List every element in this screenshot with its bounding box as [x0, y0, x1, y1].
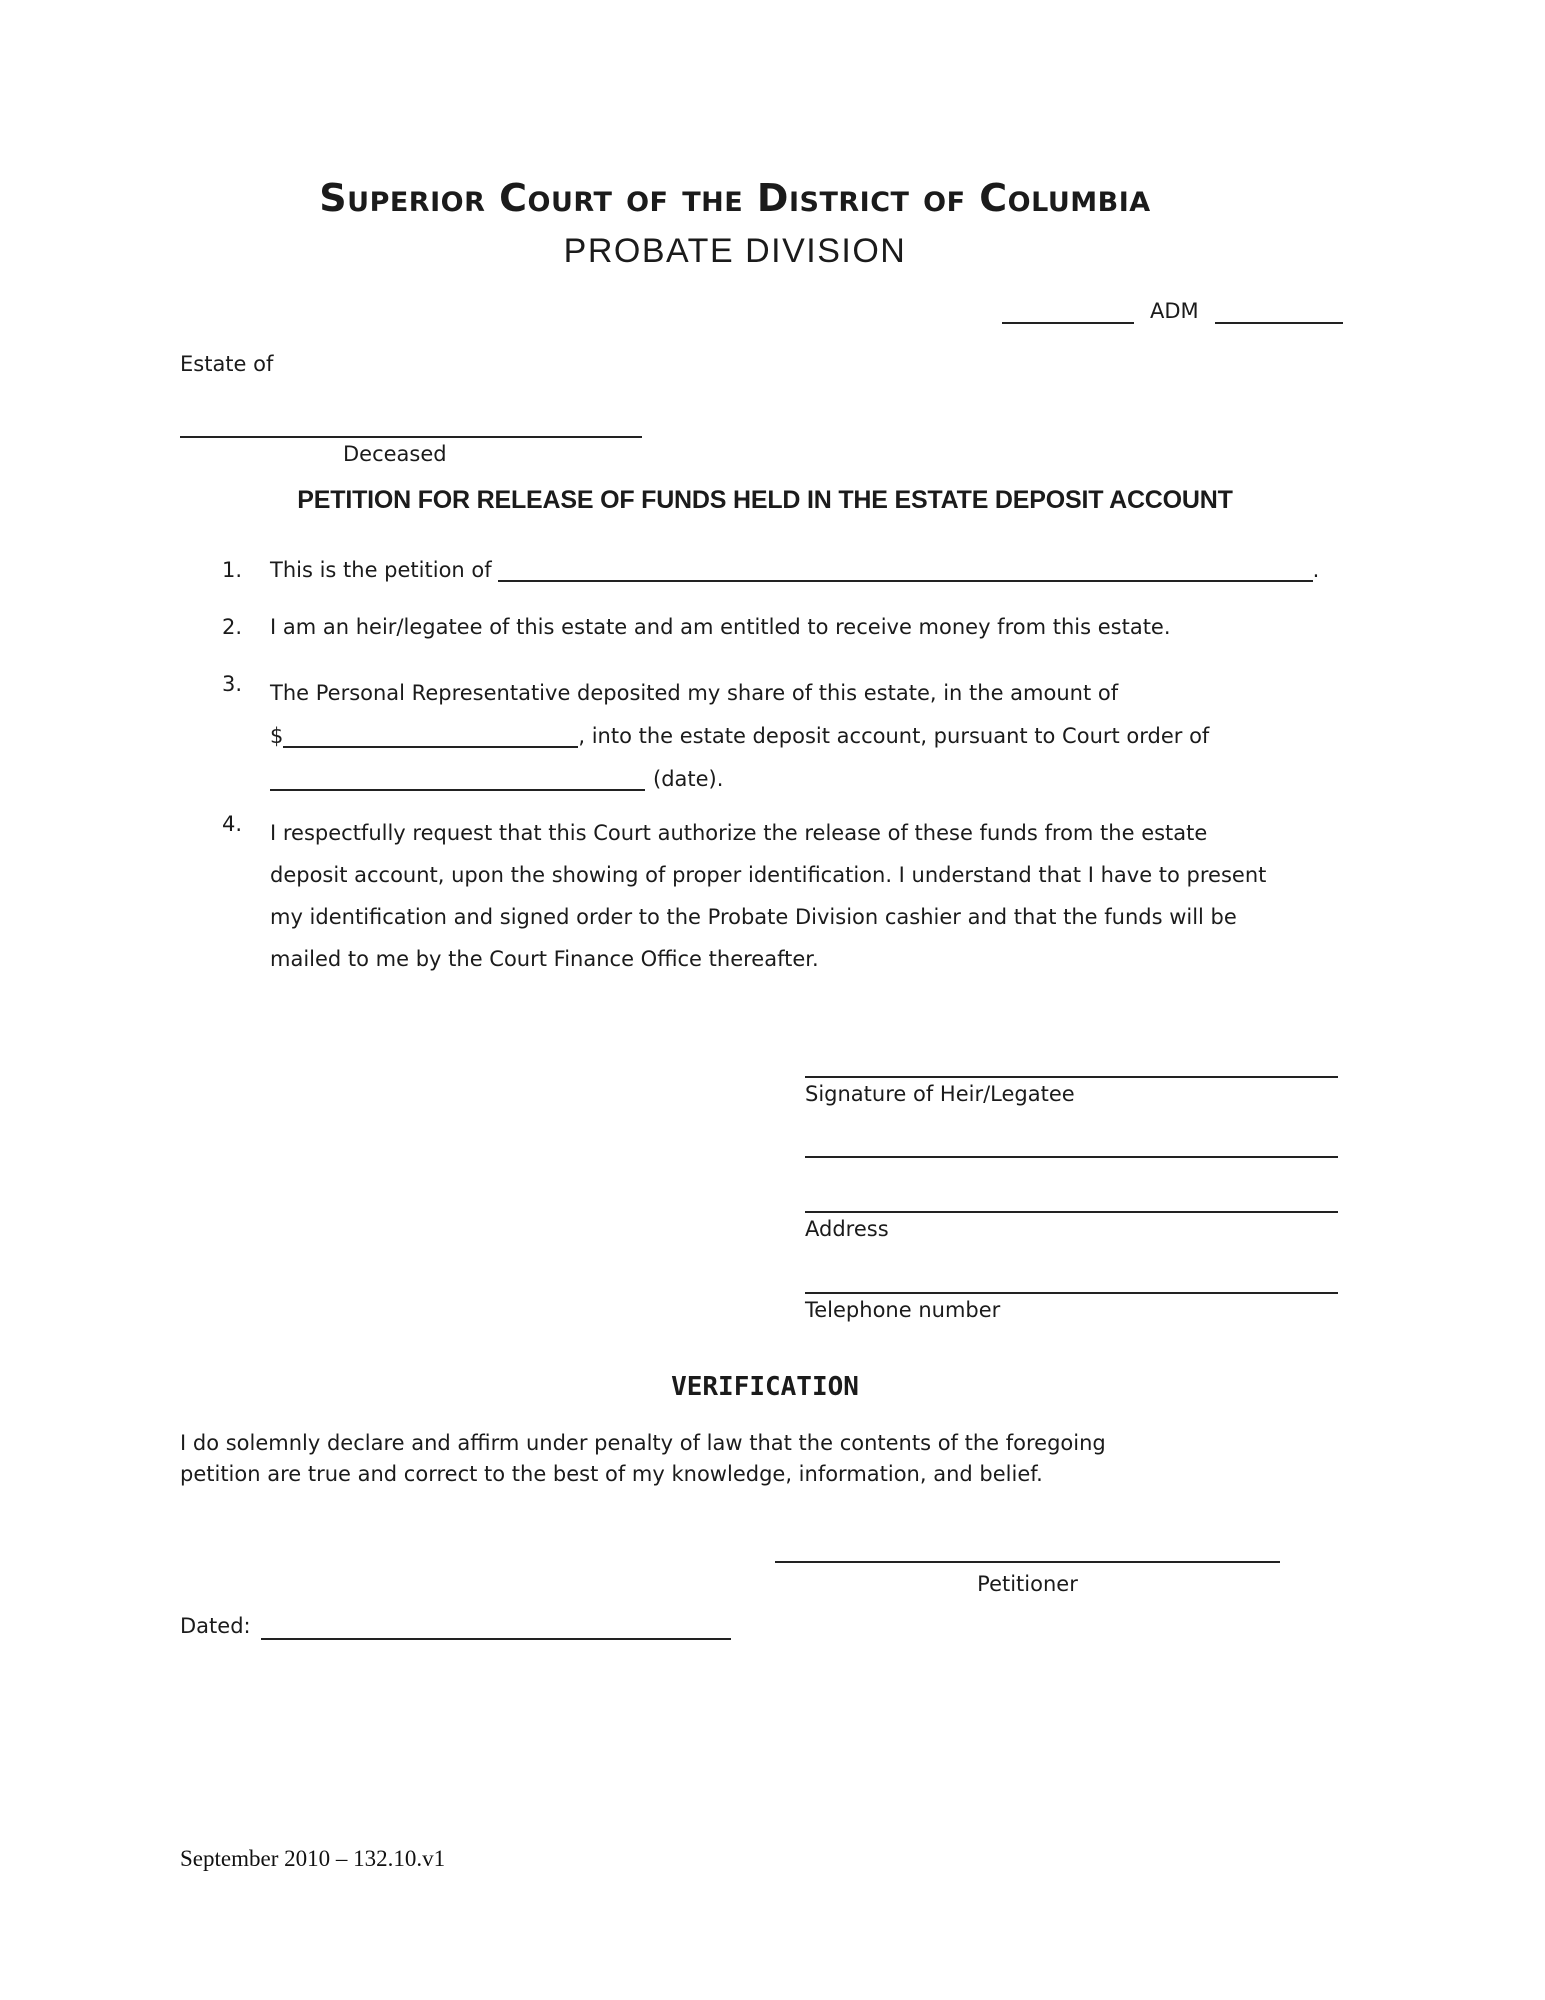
item-text: I am an heir/legatee of this estate and am entitled to receive money from this estate. [270, 615, 1171, 639]
item-1-text: This is the petition of [270, 558, 492, 582]
petitioner-signature-line [775, 1561, 1280, 1563]
item-number: 2. [222, 615, 243, 639]
verification-line-1: I do solemnly declare and affirm under penalty of law that the contents of the foregoing [180, 1431, 1106, 1455]
order-date-line [270, 767, 645, 791]
item-4-line-2: deposit account, upon the showing of proper identification. I understand that I have to present [270, 863, 1267, 887]
item-3-line-1: The Personal Representative deposited my share of this estate, in the amount of [270, 681, 1119, 705]
item-number: 4. [222, 812, 243, 836]
verification-heading: VERIFICATION [671, 1372, 859, 1402]
item-number: 1. [222, 558, 243, 582]
petition-item-3 [222, 672, 1209, 801]
petitioner-label: Petitioner [977, 1572, 1078, 1596]
division-subtitle: PROBATE DIVISION [563, 232, 907, 270]
dated-line [261, 1608, 731, 1640]
address-line-2 [805, 1211, 1338, 1213]
deceased-label: Deceased [343, 442, 447, 466]
address-line-1 [805, 1156, 1338, 1158]
item-3-line-3 [270, 758, 1209, 801]
item-4-line-4: mailed to me by the Court Finance Office thereafter. [270, 947, 819, 971]
dated-row [180, 1610, 731, 1640]
address-label: Address [805, 1217, 889, 1241]
signature-line [805, 1076, 1338, 1078]
item-4-line-1: I respectfully request that this Court authorize the release of these funds from the estate [270, 821, 1208, 845]
item-text [270, 558, 1319, 582]
item-3-line-2-text: , into the estate deposit account, pursuant to Court order of [578, 724, 1210, 748]
item-text [270, 812, 1360, 980]
petitioner-name-line [498, 558, 1313, 582]
item-number: 3. [222, 672, 243, 696]
verification-paragraph [180, 1428, 1106, 1490]
item-3-line-2 [270, 715, 1209, 758]
date-hint-text: (date). [653, 767, 724, 791]
decedent-name-line [180, 364, 642, 438]
amount-line [283, 724, 578, 748]
signature-label: Signature of Heir/Legatee [805, 1082, 1075, 1106]
petition-item-4 [222, 812, 1360, 980]
form-title: PETITION FOR RELEASE OF FUNDS HELD IN THE ESTATE DEPOSIT ACCOUNT [297, 486, 1233, 514]
petition-item-2 [222, 615, 1171, 639]
verification-line-2: petition are true and correct to the best of my knowledge, information, and belief. [180, 1462, 1043, 1486]
adm-case-number-suffix-line [1215, 294, 1343, 324]
dated-label: Dated: [180, 1614, 251, 1638]
item-text [270, 672, 1209, 801]
telephone-label: Telephone number [805, 1298, 1001, 1322]
estate-of-label: Estate of [180, 352, 274, 376]
adm-label: ADM [1150, 299, 1199, 323]
dollar-sign: $ [270, 724, 284, 748]
form-header [120, 176, 1350, 270]
item-1-period: . [1312, 558, 1320, 582]
adm-case-number-prefix-line [1002, 294, 1134, 324]
telephone-line [805, 1292, 1338, 1294]
case-number-row [1002, 296, 1343, 324]
court-title: Superior Court of the District of Columbia [319, 176, 1151, 220]
form-version-footer: September 2010 – 132.10.v1 [180, 1846, 446, 1871]
item-4-line-3: my identification and signed order to the Probate Division cashier and that the funds will be [270, 905, 1237, 929]
petition-item-1 [222, 558, 1319, 582]
